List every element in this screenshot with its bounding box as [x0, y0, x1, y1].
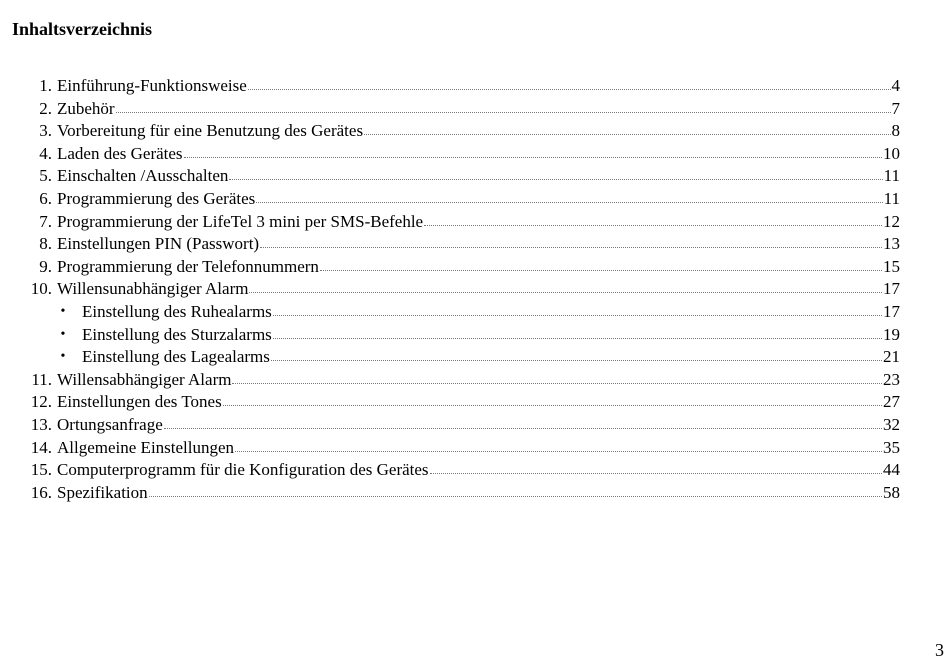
dot-leader	[320, 255, 882, 271]
toc-entry[interactable]	[0, 188, 900, 211]
toc-entry-page: 44	[883, 460, 900, 480]
dot-leader	[116, 97, 891, 113]
toc-entry-title: Programmierung des Gerätes	[57, 188, 256, 208]
toc-entry-page: 4	[891, 76, 900, 95]
toc-entry-page: 23	[883, 369, 900, 389]
toc-entry-number: 12.	[30, 392, 52, 412]
toc-entry-page: 13	[883, 234, 900, 254]
toc-entry-page: 8	[891, 121, 900, 141]
toc-entry-number: 15.	[30, 460, 52, 480]
dot-leader	[184, 142, 882, 158]
bullet-icon: •	[60, 326, 66, 342]
toc-entry-page: 10	[883, 143, 900, 163]
dot-leader	[229, 164, 882, 180]
toc-entry-page: 21	[883, 347, 900, 367]
toc-entry-number: 2.	[39, 98, 52, 118]
toc-entry-title: Einschalten /Ausschalten	[57, 166, 229, 186]
toc-subentry[interactable]	[0, 301, 900, 324]
toc-entry[interactable]	[0, 391, 900, 414]
toc-entry[interactable]	[0, 256, 900, 279]
dot-leader	[249, 277, 882, 293]
toc-entry-page: 58	[883, 482, 900, 502]
dot-leader	[232, 368, 882, 384]
toc-entry[interactable]	[0, 75, 900, 98]
toc-entry[interactable]	[0, 120, 900, 143]
toc-entry-number: 9.	[39, 256, 52, 276]
toc-entry-page: 27	[883, 392, 900, 412]
toc-entry-title: Programmierung der Telefonnummern	[57, 256, 319, 276]
bullet-icon: •	[60, 303, 66, 319]
toc-entry-title: Einstellung des Ruhealarms	[82, 301, 272, 321]
toc-entry-title: Laden des Gerätes	[57, 143, 183, 163]
toc-entry-page: 19	[883, 324, 900, 344]
dot-leader	[430, 458, 882, 474]
toc-entry-title: Einführung-Funktionsweise	[57, 76, 247, 95]
toc-entry-title: Spezifikation	[57, 482, 148, 502]
toc-entry[interactable]	[0, 369, 900, 392]
dot-leader	[273, 323, 882, 339]
toc-entry-number: 5.	[39, 166, 52, 186]
dot-leader	[248, 74, 891, 90]
dot-leader	[364, 119, 890, 135]
toc-subentry[interactable]	[0, 346, 900, 369]
toc-entry-number: 3.	[39, 121, 52, 141]
toc-entry-page: 7	[891, 98, 900, 118]
toc-entry[interactable]	[0, 459, 900, 482]
toc-entry-number: 14.	[30, 437, 52, 457]
toc-entry[interactable]	[0, 143, 900, 166]
dot-leader	[149, 481, 882, 497]
bullet-icon: •	[60, 349, 66, 365]
dot-leader	[164, 413, 882, 429]
toc-subentry[interactable]	[0, 324, 900, 347]
toc-entry-title: Allgemeine Einstellungen	[57, 437, 235, 457]
toc-entry-title: Einstellungen des Tones	[57, 392, 222, 412]
toc-entry-page: 11	[883, 166, 900, 186]
toc-entry-page: 35	[883, 437, 900, 457]
toc-entry-number: 13.	[30, 414, 52, 434]
dot-leader	[260, 232, 882, 248]
dot-leader	[223, 390, 882, 406]
dot-leader	[424, 210, 882, 226]
toc-entry-page: 15	[883, 256, 900, 276]
toc-entry[interactable]	[0, 211, 900, 234]
toc-entry[interactable]	[0, 482, 900, 505]
table-of-contents	[0, 75, 900, 504]
toc-entry-page: 12	[883, 211, 900, 231]
toc-entry-title: Willensunabhängiger Alarm	[57, 279, 249, 299]
toc-entry-page: 32	[883, 414, 900, 434]
toc-entry-number: 1.	[39, 76, 52, 95]
toc-entry-page: 17	[883, 301, 900, 321]
toc-entry[interactable]	[0, 278, 900, 301]
toc-entry-number: 7.	[39, 211, 52, 231]
dot-leader	[235, 436, 882, 452]
toc-entry-title: Computerprogramm für die Konfiguration des Gerätes	[57, 460, 429, 480]
dot-leader	[273, 300, 882, 316]
toc-entry-number: 6.	[39, 188, 52, 208]
dot-leader	[271, 345, 882, 361]
toc-entry-number: 16.	[30, 482, 52, 502]
toc-entry-title: Willensabhängiger Alarm	[57, 369, 232, 389]
toc-entry-title: Vorbereitung für eine Benutzung des Gerätes	[57, 121, 364, 141]
page-number: 3	[935, 640, 944, 660]
toc-entry-title: Zubehör	[57, 98, 115, 118]
dot-leader	[256, 187, 882, 203]
toc-entry[interactable]	[0, 437, 900, 460]
toc-entry[interactable]	[0, 98, 900, 121]
toc-entry-title: Einstellung des Lagealarms	[82, 347, 270, 367]
toc-entry-number: 10.	[30, 279, 52, 299]
toc-entry-number: 8.	[39, 234, 52, 254]
toc-entry[interactable]	[0, 414, 900, 437]
toc-entry-number: 4.	[39, 143, 52, 163]
toc-entry[interactable]	[0, 233, 900, 256]
toc-entry-page: 17	[883, 279, 900, 299]
toc-entry-title: Ortungsanfrage	[57, 414, 163, 434]
toc-entry-number: 11.	[31, 369, 52, 389]
toc-entry-title: Programmierung der LifeTel 3 mini per SMS-Befehle	[57, 211, 424, 231]
toc-entry-page: 11	[883, 188, 900, 208]
toc-entry[interactable]	[0, 165, 900, 188]
toc-entry-title: Einstellung des Sturzalarms	[82, 324, 272, 344]
document-title: Inhaltsverzeichnis	[12, 19, 153, 39]
toc-entry-title: Einstellungen PIN (Passwort)	[57, 234, 260, 254]
